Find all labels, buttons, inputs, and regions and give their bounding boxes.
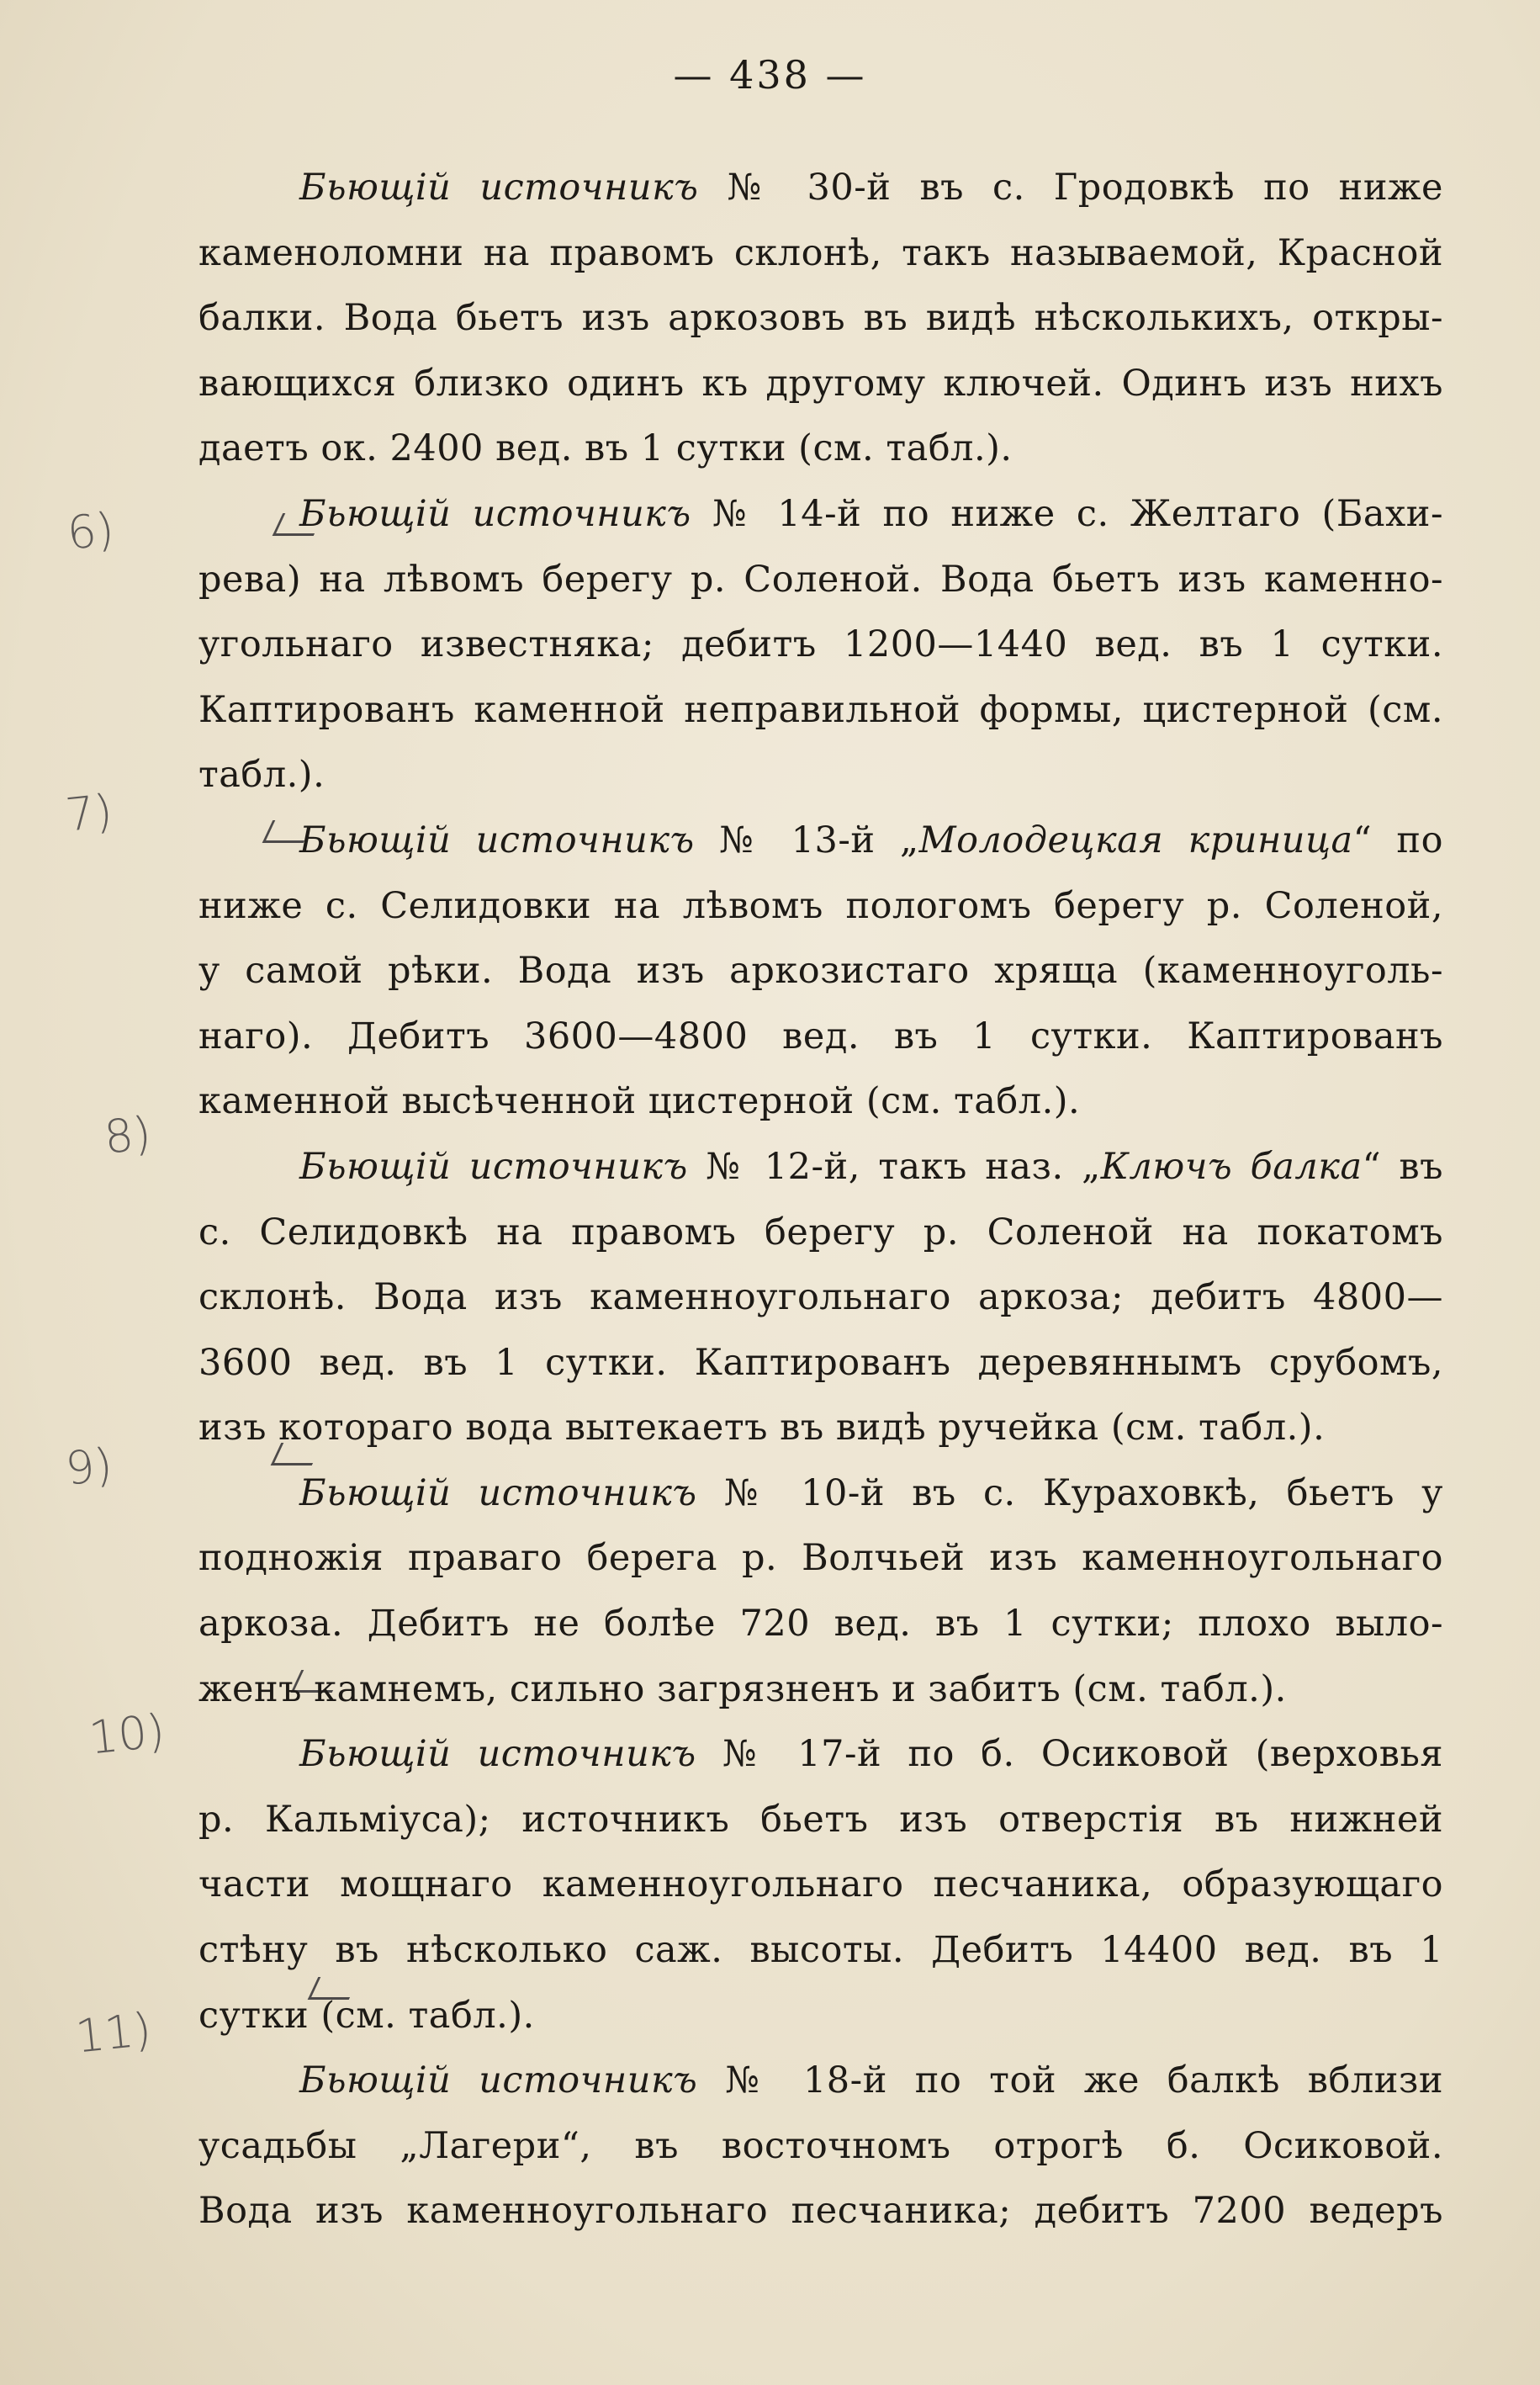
text-line: табл.). [198, 754, 325, 797]
text-line [198, 482, 1443, 548]
spring-heading: Бьющій источникъ [299, 167, 699, 209]
paragraph [198, 808, 1443, 1135]
spring-heading: Бьющій источникъ [299, 2059, 698, 2102]
line-text: № 30-й въ с. Гродовкѣ по ниже [698, 167, 1443, 209]
paragraph [198, 156, 1443, 482]
text-line [198, 1461, 1443, 1527]
margin-note-11: 11) [72, 2002, 154, 2064]
body-text [198, 156, 1443, 2245]
paragraph [198, 1135, 1443, 1461]
spring-heading: Бьющій источникъ [299, 1471, 697, 1514]
margin-note-7: 7) [62, 784, 115, 842]
text-line: Каптированъ каменной неправильной формы, цистерной (см. [198, 688, 1443, 731]
text-line: части мощнаго каменноугольнаго песчаника, образующаго [198, 1863, 1443, 1906]
text-line: женъ камнемъ, сильно загрязненъ и забитъ (см. табл.). [198, 1667, 1287, 1710]
text-line: р. Кальміуса); источникъ бьетъ изъ отверстія въ нижней [198, 1798, 1443, 1841]
text-line: у самой рѣки. Вода изъ аркозистаго хряща (каменноуголь- [198, 950, 1443, 993]
line-text: “ въ [1362, 1145, 1443, 1188]
text-line: даетъ ок. 2400 вед. въ 1 сутки (см. табл.). [198, 427, 1013, 470]
spring-heading: Бьющій источникъ [299, 1733, 696, 1776]
paragraph [198, 1461, 1443, 1722]
line-text: № 17-й по б. Осиковой (верховья [696, 1733, 1443, 1776]
text-line: Вода изъ каменноугольнаго песчаника; дебитъ 7200 ведеръ [198, 2190, 1443, 2233]
spring-name: Молодецкая криница [918, 819, 1353, 861]
paragraph [198, 2048, 1443, 2245]
page-number: — 438 — [673, 52, 867, 98]
text-line [198, 808, 1443, 874]
text-line [198, 2048, 1443, 2114]
text-line [198, 156, 1443, 221]
line-text: № 18-й по той же балкѣ вблизи [697, 2059, 1443, 2102]
text-line: усадьбы „Лагери“, въ восточномъ отрогѣ б. Осиковой. [198, 2124, 1443, 2167]
spring-heading: Бьющій источникъ [299, 1145, 688, 1188]
margin-note-10: 10) [86, 1704, 167, 1765]
text-line: угольнаго известняка; дебитъ 1200—1440 вед. въ 1 сутки. [198, 623, 1443, 666]
spring-heading: Бьющій источникъ [299, 492, 691, 535]
text-line: аркоза. Дебитъ не болѣе 720 вед. въ 1 сутки; плохо выло- [198, 1603, 1443, 1646]
text-line: изъ котораго вода вытекаетъ въ видѣ ручейка (см. табл.). [198, 1407, 1326, 1450]
paragraph [198, 482, 1443, 808]
text-line: с. Селидовкѣ на правомъ берегу р. Соленой на покатомъ [198, 1211, 1443, 1253]
line-text: № 13-й „ [694, 819, 919, 861]
text-line [198, 1722, 1443, 1788]
line-text: № 14-й по ниже с. Желтаго (Бахи- [691, 492, 1443, 535]
margin-note-8: 8) [101, 1106, 154, 1164]
text-line: подножія праваго берега р. Волчьей изъ каменноугольнаго [198, 1537, 1443, 1580]
text-line: сутки (см. табл.). [198, 1994, 535, 2037]
text-line: вающихся близко одинъ къ другому ключей. Одинъ изъ нихъ [198, 362, 1443, 405]
spring-heading: Бьющій источникъ [299, 819, 695, 861]
line-text: № 12-й, такъ наз. „ [687, 1145, 1101, 1188]
text-line: наго). Дебитъ 3600—4800 вед. въ 1 сутки. Каптированъ [198, 1015, 1443, 1057]
margin-note-9: 9) [62, 1438, 115, 1496]
margin-note-6: 6) [64, 502, 117, 560]
text-line: ниже с. Селидовки на лѣвомъ пологомъ берегу р. Соленой, [198, 884, 1443, 927]
text-line: балки. Вода бьетъ изъ аркозовъ въ видѣ нѣсколькихъ, откры- [198, 297, 1443, 340]
text-line: стѣну въ нѣсколько саж. высоты. Дебитъ 14400 вед. въ 1 [198, 1929, 1443, 1972]
line-text: № 10-й въ с. Кураховкѣ, бьетъ у [696, 1471, 1443, 1514]
paragraph [198, 1722, 1443, 2048]
line-text: “ по [1352, 819, 1443, 861]
spring-name: Ключъ балка [1100, 1145, 1363, 1188]
text-line [198, 1135, 1443, 1200]
text-line: 3600 вед. въ 1 сутки. Каптированъ деревяннымъ срубомъ, [198, 1341, 1443, 1384]
text-line: рева) на лѣвомъ берегу р. Соленой. Вода бьетъ изъ каменно- [198, 558, 1443, 601]
text-line: каменоломни на правомъ склонѣ, такъ называемой, Красной [198, 231, 1443, 274]
text-line: склонѣ. Вода изъ каменноугольнаго аркоза; дебитъ 4800— [198, 1276, 1443, 1319]
text-line: каменной высѣченной цистерной (см. табл.). [198, 1080, 1081, 1123]
